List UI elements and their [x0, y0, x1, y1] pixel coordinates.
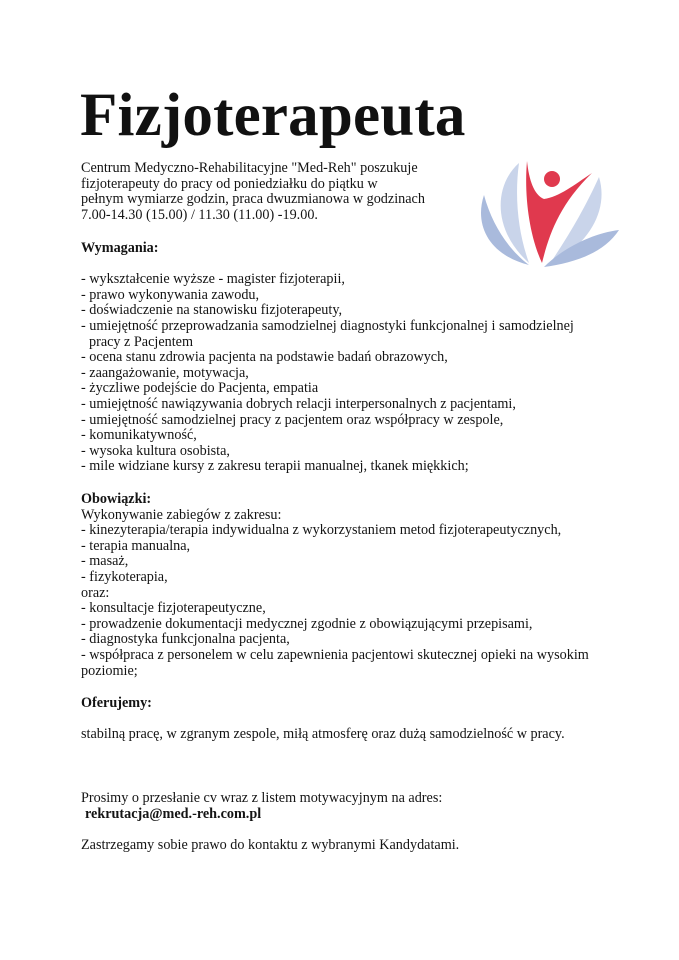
- requirement-item: - ocena stanu zdrowia pacjenta na podstawie badań obrazowych,: [81, 349, 448, 366]
- intro-line: 7.00-14.30 (15.00) / 11.30 (11.00) -19.00.: [81, 206, 318, 223]
- offer-text: stabilną pracę, w zgranym zespole, miłą atmosferę oraz dużą samodzielność w pracy.: [81, 726, 565, 743]
- logo-figure-head: [544, 171, 560, 187]
- requirement-item: - wysoka kultura osobista,: [81, 442, 230, 459]
- requirement-item: - prawo wykonywania zawodu,: [81, 286, 260, 303]
- requirement-item-continuation: pracy z Pacjentem: [89, 333, 193, 350]
- requirement-item: - komunikatywność,: [81, 427, 197, 444]
- contact-email-link[interactable]: rekrutacja@med.-reh.com.pl: [85, 805, 262, 822]
- requirement-item: - doświadczenie na stanowisku fizjoterapeuty,: [81, 302, 343, 319]
- requirements-section: [81, 241, 641, 475]
- offer-section: [81, 696, 641, 743]
- duty-item: Wykonywanie zabiegów z zakresu:: [81, 506, 282, 523]
- requirement-item: - mile widziane kursy z zakresu terapii manualnej, tkanek miękkich;: [81, 458, 469, 475]
- duty-item: - prowadzenie dokumentacji medycznej zgodnie z obowiązującymi przepisami,: [81, 615, 533, 632]
- requirement-item: - życzliwe podejście do Pacjenta, empatia: [81, 380, 319, 397]
- contact-section: [81, 791, 641, 853]
- intro-line: Centrum Medyczno-Rehabilitacyjne "Med-Reh" poszukuje: [81, 160, 418, 176]
- duty-item: - kinezyterapia/terapia indywidualna z wykorzystaniem metod fizjoterapeutycznych,: [81, 522, 562, 539]
- duties-heading: Obowiązki:: [81, 491, 152, 507]
- page-title: Fizjoterapeuta: [80, 82, 466, 149]
- contact-text: Prosimy o przesłanie cv wraz z listem motywacyjnym na adres:: [81, 790, 443, 806]
- requirement-item: - zaangażowanie, motywacja,: [81, 364, 249, 381]
- duty-item: - konsultacje fizjoterapeutyczne,: [81, 600, 266, 617]
- duty-item: - terapia manualna,: [81, 537, 191, 554]
- requirement-item: - umiejętność samodzielnej pracy z pacjentem oraz współpracy w zespole,: [81, 411, 504, 428]
- requirement-item: - umiejętność nawiązywania dobrych relacji interpersonalnych z pacjentami,: [81, 395, 516, 412]
- intro-paragraph: [81, 161, 461, 223]
- duties-section: [81, 492, 641, 679]
- duty-item: - fizykoterapia,: [81, 568, 168, 585]
- duty-item: oraz:: [81, 584, 110, 601]
- intro-line: pełnym wymiarze godzin, praca dwuzmianowa w godzinach: [81, 191, 425, 208]
- intro-line: fizjoterapeuty do pracy od poniedziałku do piątku w: [81, 175, 378, 192]
- duty-item: - współpraca z personelem w celu zapewnienia pacjentowi skutecznej opieki na wysokim: [81, 646, 589, 663]
- duty-item: - diagnostyka funkcjonalna pacjenta,: [81, 631, 290, 648]
- offer-heading: Oferujemy:: [81, 695, 152, 711]
- duty-item: - masaż,: [81, 553, 129, 570]
- duty-item-continuation: poziomie;: [81, 662, 138, 679]
- requirement-item: - wykształcenie wyższe - magister fizjoterapii,: [81, 271, 345, 288]
- contact-disclaimer: Zastrzegamy sobie prawo do kontaktu z wybranymi Kandydatami.: [81, 836, 460, 853]
- requirements-heading: Wymagania:: [81, 240, 159, 256]
- requirement-item: - umiejętność przeprowadzania samodzielnej diagnostyki funkcjonalnej i samodzielnej: [81, 317, 574, 334]
